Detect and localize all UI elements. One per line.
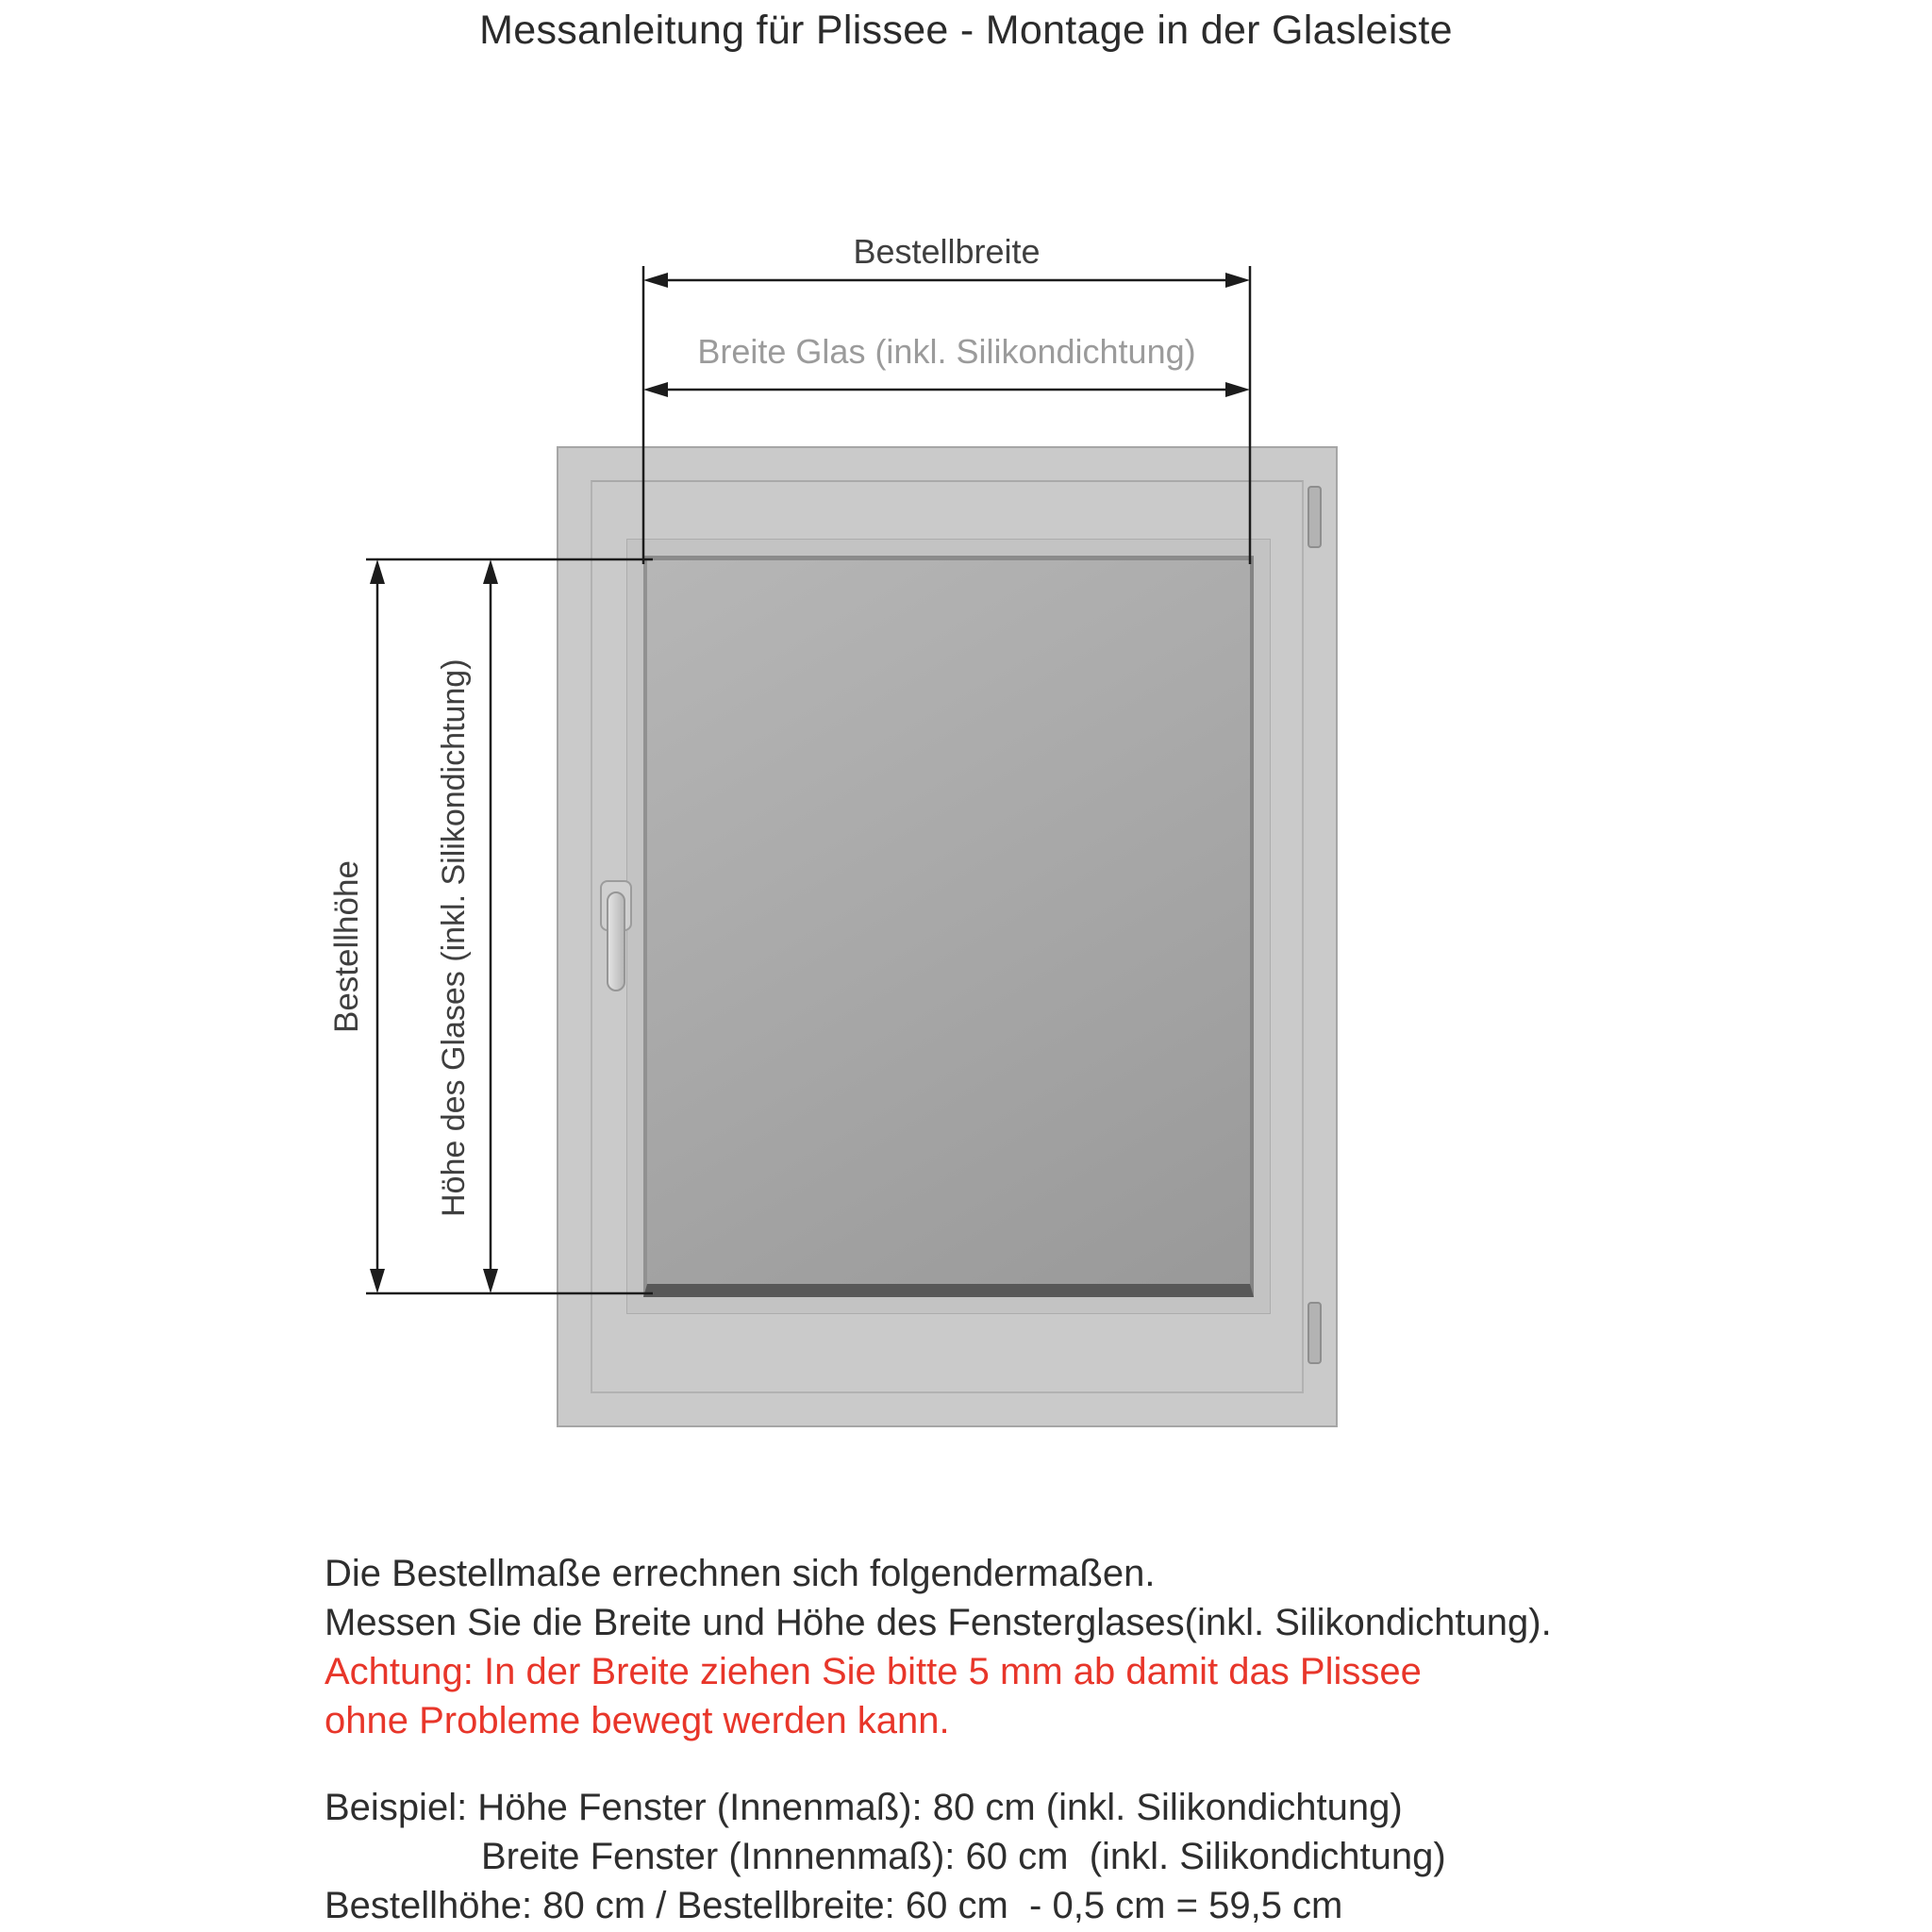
- window-glass: [643, 556, 1254, 1297]
- instructions-section: [325, 1549, 1552, 1745]
- example-result-line: Bestellhöhe: 80 cm / Bestellbreite: 60 cm - 0,5 cm = 59,5 cm: [325, 1885, 1343, 1926]
- glass-height-arrow: [483, 559, 498, 1293]
- example-section: [325, 1783, 1446, 1930]
- window-hinge-top: [1307, 486, 1322, 548]
- label-glass-height: Höhe des Glases (inkl. Silikondichtung): [436, 658, 472, 1217]
- order-height-arrow: [370, 559, 385, 1293]
- label-order-height: Bestellhöhe: [328, 860, 365, 1033]
- label-order-width: Bestellbreite: [853, 232, 1041, 271]
- window-frame: [557, 446, 1338, 1427]
- calc-intro-line-2: Messen Sie die Breite und Höhe des Fensterglases(inkl. Silikondichtung).: [325, 1602, 1552, 1643]
- label-glass-width: Breite Glas (inkl. Silikondichtung): [697, 332, 1196, 371]
- calc-intro-line-1: Die Bestellmaße errechnen sich folgendermaßen.: [325, 1553, 1156, 1594]
- example-height-line: Beispiel: Höhe Fenster (Innenmaß): 80 cm (inkl. Silikondichtung): [325, 1787, 1403, 1828]
- order-width-arrow: [643, 273, 1250, 288]
- example-width-line: Breite Fenster (Innnenmaß): 60 cm (inkl. Silikondichtung): [481, 1836, 1446, 1877]
- glass-width-arrow: [643, 382, 1250, 397]
- window-handle: [607, 891, 625, 991]
- warning-line-1: Achtung: In der Breite ziehen Sie bitte 5 mm ab damit das Plissee: [325, 1651, 1422, 1692]
- window-hinge-bottom: [1307, 1302, 1322, 1364]
- warning-line-2: ohne Probleme bewegt werden kann.: [325, 1700, 950, 1741]
- page-title: Messanleitung für Plissee - Montage in der Glasleiste: [479, 8, 1453, 53]
